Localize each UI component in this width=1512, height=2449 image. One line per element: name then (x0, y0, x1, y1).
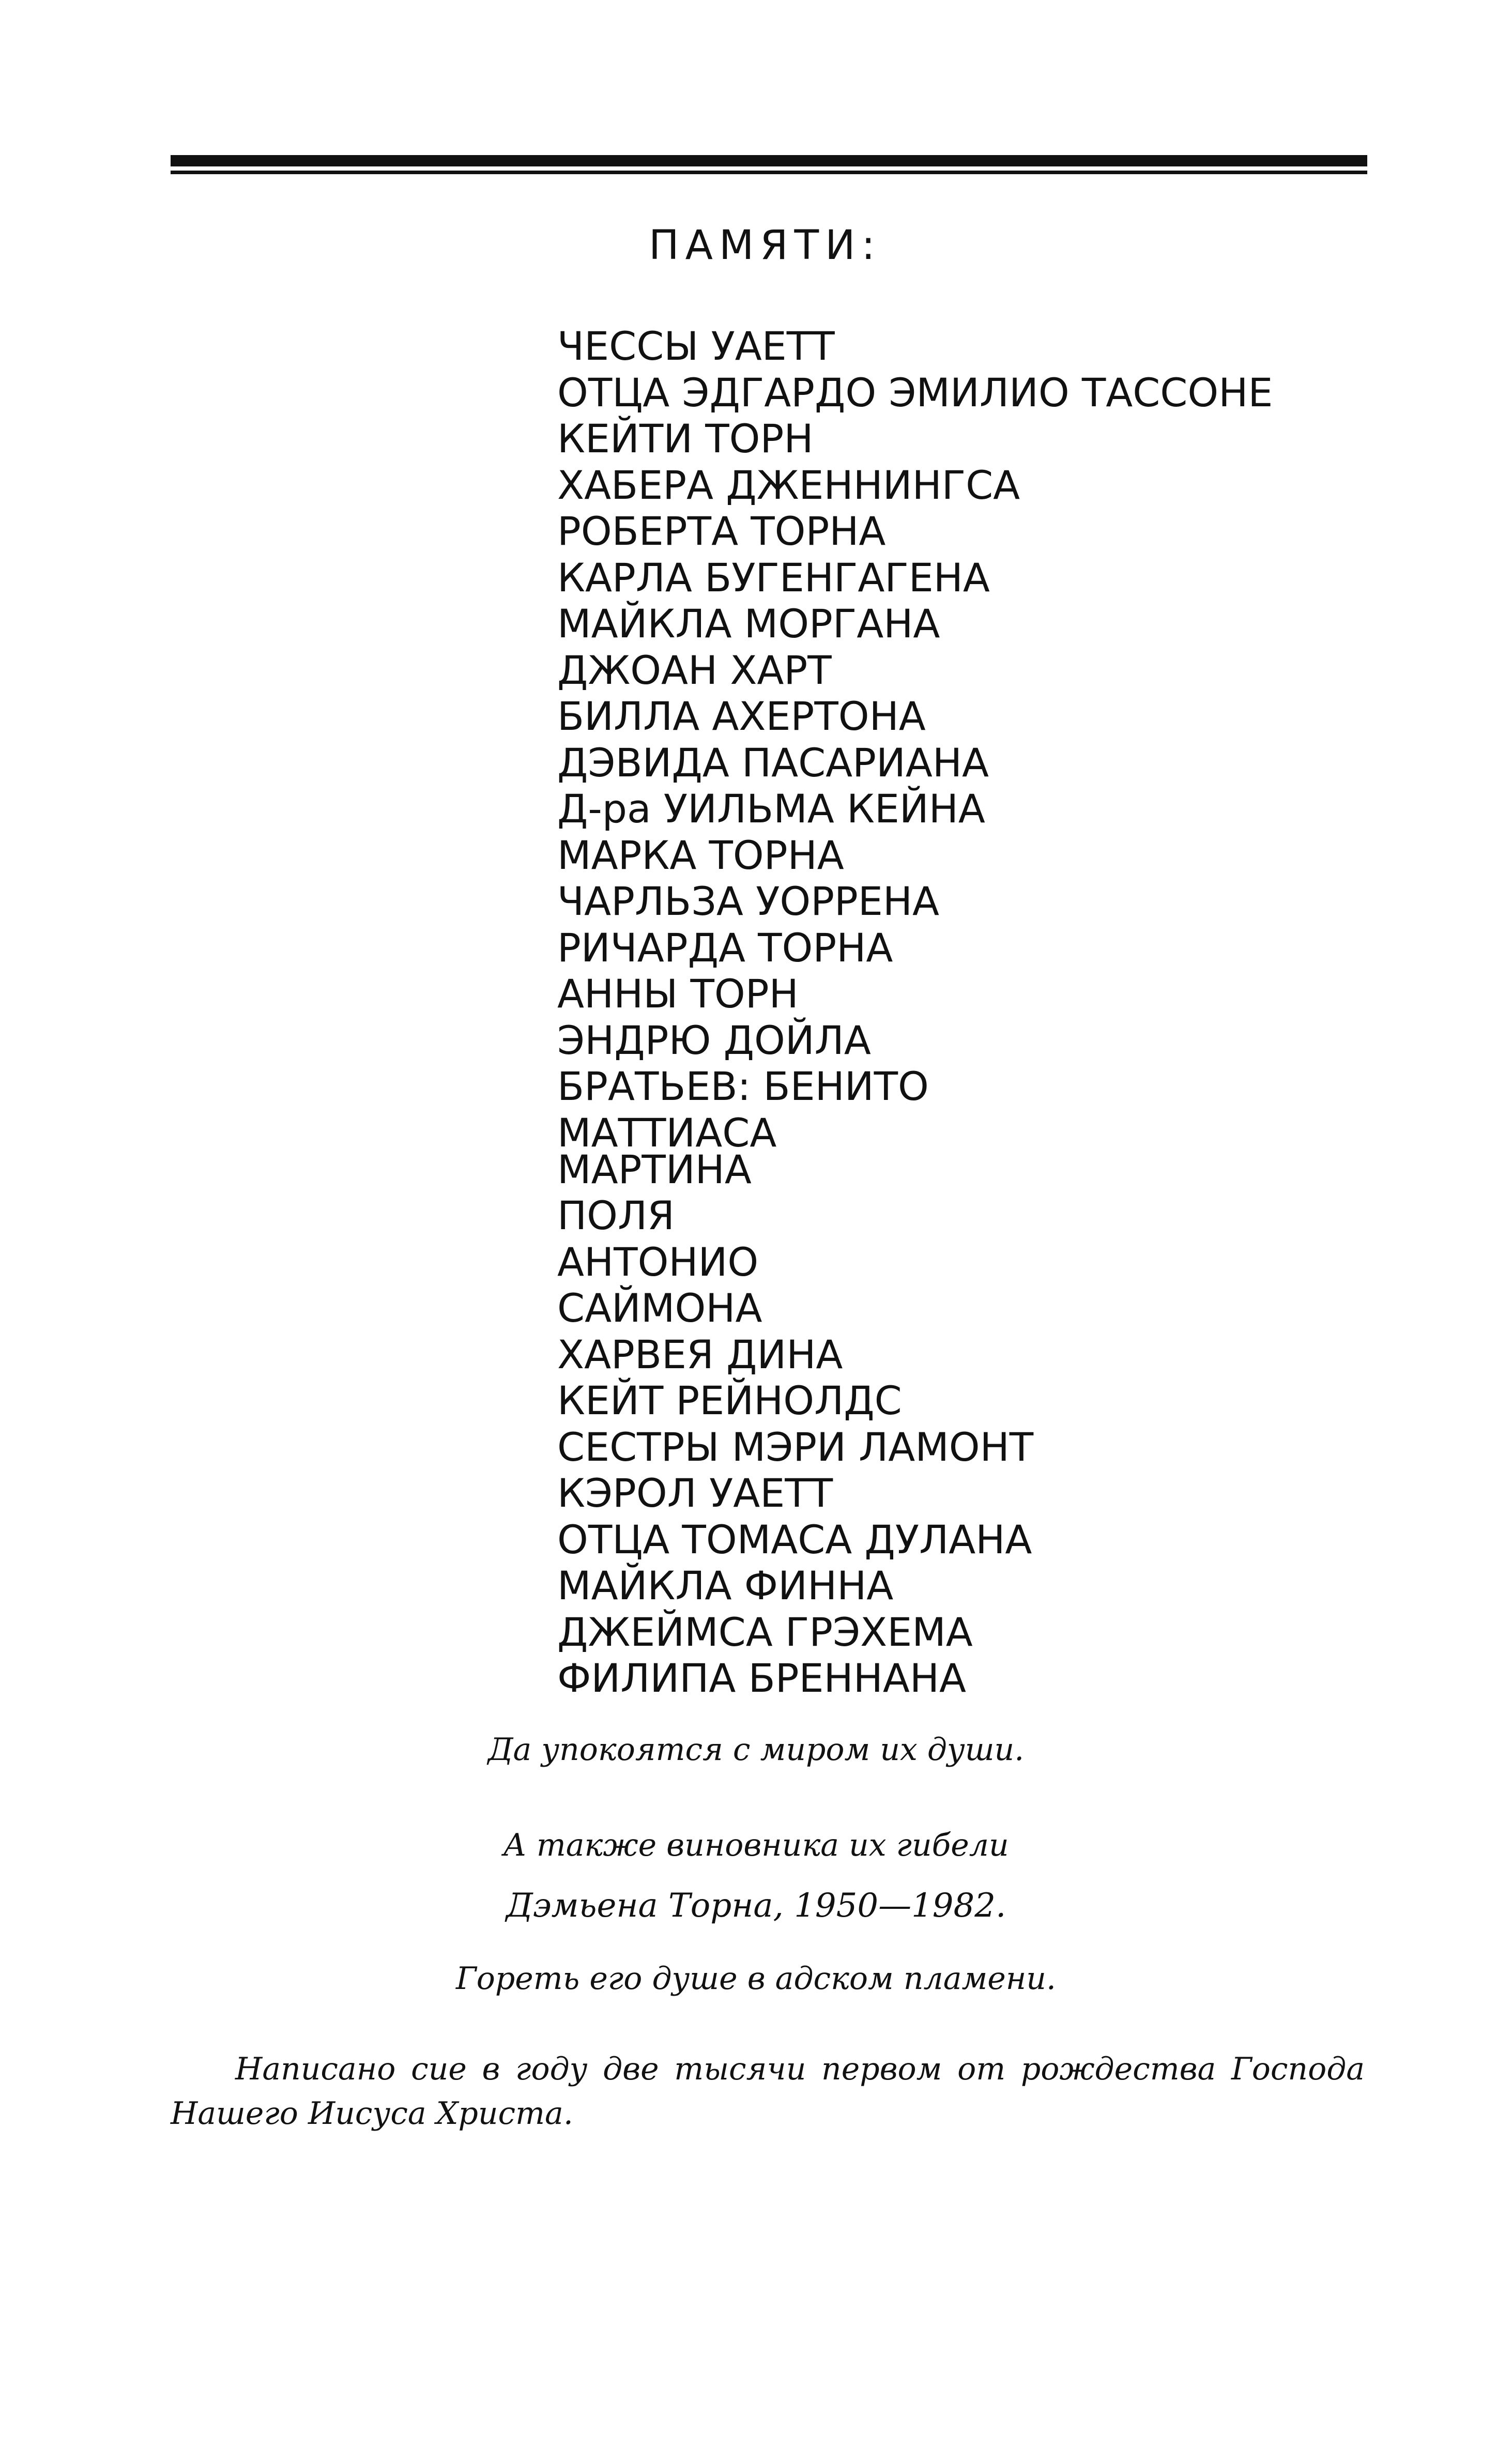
name-item: КАРЛА БУГЕНГАГЕНА (557, 554, 990, 601)
name-item: ХАБЕРА ДЖЕННИНГСА (557, 462, 1020, 508)
blessing-line: Да упокоятся с миром их души. (487, 1732, 1025, 1768)
top-rule-thick (171, 155, 1367, 166)
name-item: ОТЦА ТОМАСА ДУЛАНА (557, 1516, 1032, 1563)
footer-line-1: Написано сие в году две тысячи первом от рождества Господа (235, 2051, 1365, 2087)
name-item: АНТОНИО (557, 1238, 759, 1285)
name-item: ЭНДРЮ ДОЙЛА (557, 1017, 871, 1063)
name-item: МАЙКЛА МОРГАНА (557, 601, 940, 647)
name-item: ХАРВЕЯ ДИНА (557, 1331, 843, 1377)
name-item: РОБЕРТА ТОРНА (557, 508, 886, 554)
footer-paragraph (171, 2047, 1365, 2136)
name-item: ЧЕССЫ УАЕТТ (557, 323, 835, 369)
name-item: ФИЛИПА БРЕННАНА (557, 1655, 966, 1701)
name-item: САЙМОНА (557, 1285, 762, 1331)
also-line: А также виновника их гибели (503, 1827, 1009, 1863)
name-item: МАРКА ТОРНА (557, 832, 844, 878)
name-item: БРАТЬЕВ: БЕНИТО (557, 1063, 929, 1109)
name-item: ПОЛЯ (557, 1192, 675, 1238)
damien-line: Дэмьена Торна, 1950—1982. (506, 1887, 1006, 1925)
name-item: СЕСТРЫ МЭРИ ЛАМОНТ (557, 1424, 1034, 1470)
name-item: МАЙКЛА ФИННА (557, 1563, 894, 1609)
name-item: ДЭВИДА ПАСАРИАНА (557, 739, 989, 786)
name-item: КЭРОЛ УАЕТТ (557, 1470, 833, 1516)
name-item: КЕЙТИ ТОРН (557, 416, 814, 462)
name-item: ЧАРЛЬЗА УОРРЕНА (557, 878, 940, 924)
curse-line: Гореть его душе в адском пламени. (456, 1961, 1056, 1997)
name-item: ОТЦА ЭДГАРДО ЭМИЛИО ТАССОНЕ (557, 369, 1273, 416)
footer-line-2: Нашего Иисуса Христа. (171, 2095, 573, 2132)
name-item: АННЫ ТОРН (557, 971, 799, 1017)
name-item: ДЖЕЙМСА ГРЭХЕМА (557, 1609, 973, 1655)
name-item: МАТТИАСА (557, 1109, 777, 1156)
memorial-name-list (557, 323, 1273, 1702)
name-item: ДЖОАН ХАРТ (557, 647, 832, 693)
name-item: Д-ра УИЛЬМА КЕЙНА (557, 786, 985, 832)
name-item: КЕЙТ РЕЙНОЛДС (557, 1377, 902, 1424)
dedication-heading: ПАМЯТИ: (649, 222, 881, 269)
top-rule-thin (171, 171, 1367, 174)
top-rule (171, 155, 1367, 176)
name-item: БИЛЛА АХЕРТОНА (557, 693, 926, 739)
name-item: РИЧАРДА ТОРНА (557, 924, 893, 971)
name-item: МАРТИНА (557, 1146, 752, 1192)
